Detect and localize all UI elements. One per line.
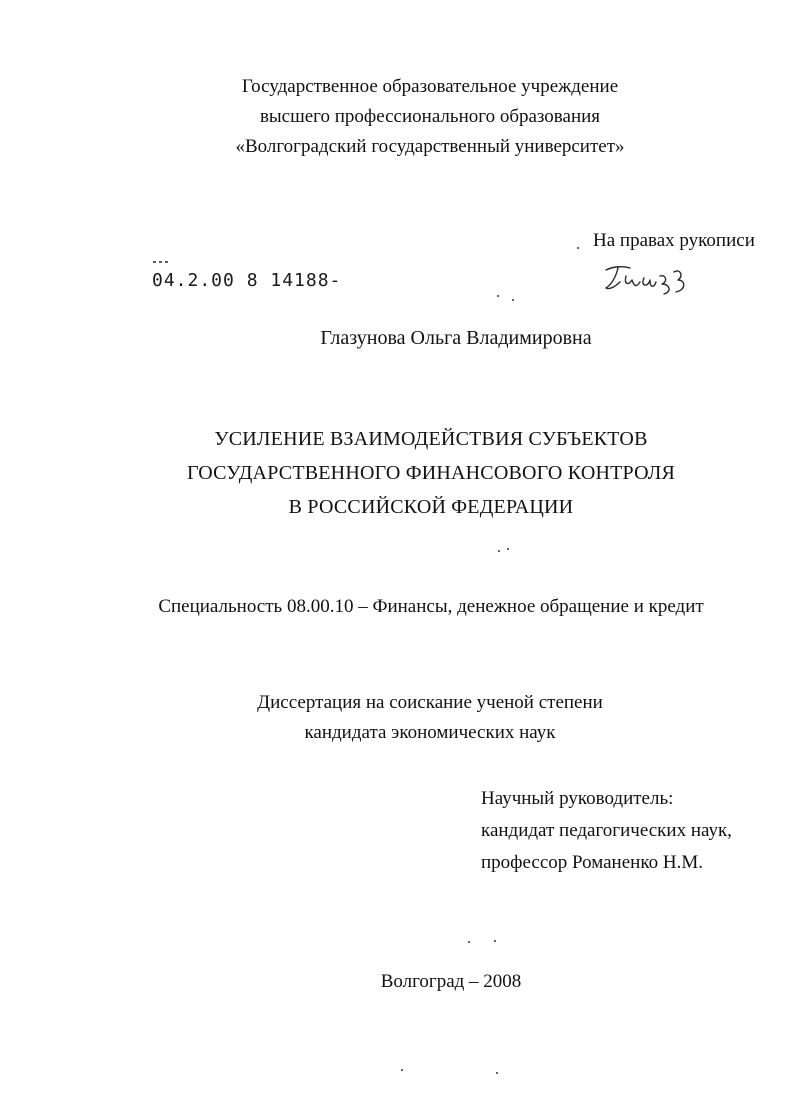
title-line: В РОССИЙСКОЙ ФЕДЕРАЦИИ (288, 496, 574, 518)
degree-line: кандидата экономических наук (304, 722, 556, 743)
title-line: ГОСУДАРСТВЕННОГО ФИНАНСОВОГО КОНТРОЛЯ (186, 462, 676, 484)
stamp-marks-icon (152, 259, 170, 265)
specialty-line: Специальность 08.00.10 – Финансы, денежное обращение и кредит (158, 596, 704, 617)
supervisor-line: кандидат педагогических наук, (481, 820, 732, 841)
degree-block (0, 688, 792, 748)
scan-speck (512, 299, 514, 301)
city-year: Волгоград – 2008 (380, 971, 522, 992)
library-stamp-number: 04.2.00 8 14188- (152, 270, 342, 291)
degree-line: Диссертация на соискание ученой степени (257, 692, 603, 713)
institution-line: высшего профессионального образования (259, 106, 601, 127)
scan-speck (401, 1069, 403, 1071)
handwritten-signature (600, 262, 690, 296)
scan-speck (507, 548, 509, 550)
dissertation-title (0, 422, 792, 524)
scan-speck (468, 941, 470, 943)
manuscript-note: На правах рукописи (593, 230, 755, 251)
institution-line: Государственное образовательное учреждение (241, 76, 619, 97)
scan-speck (577, 247, 579, 249)
title-line: УСИЛЕНИЕ ВЗАИМОДЕЙСТВИЯ СУБЪЕКТОВ (214, 428, 648, 450)
scan-speck (496, 1072, 498, 1074)
supervisor-block (481, 783, 732, 879)
institution-line: «Волгоградский государственный университет» (235, 136, 625, 157)
institution-block (0, 72, 792, 162)
author-name: Глазунова Ольга Владимировна (320, 327, 592, 349)
scan-speck (498, 550, 500, 552)
supervisor-line: профессор Романенко Н.М. (481, 852, 703, 873)
scan-speck (494, 940, 496, 942)
supervisor-line: Научный руководитель: (481, 788, 674, 809)
scan-speck (497, 295, 499, 297)
